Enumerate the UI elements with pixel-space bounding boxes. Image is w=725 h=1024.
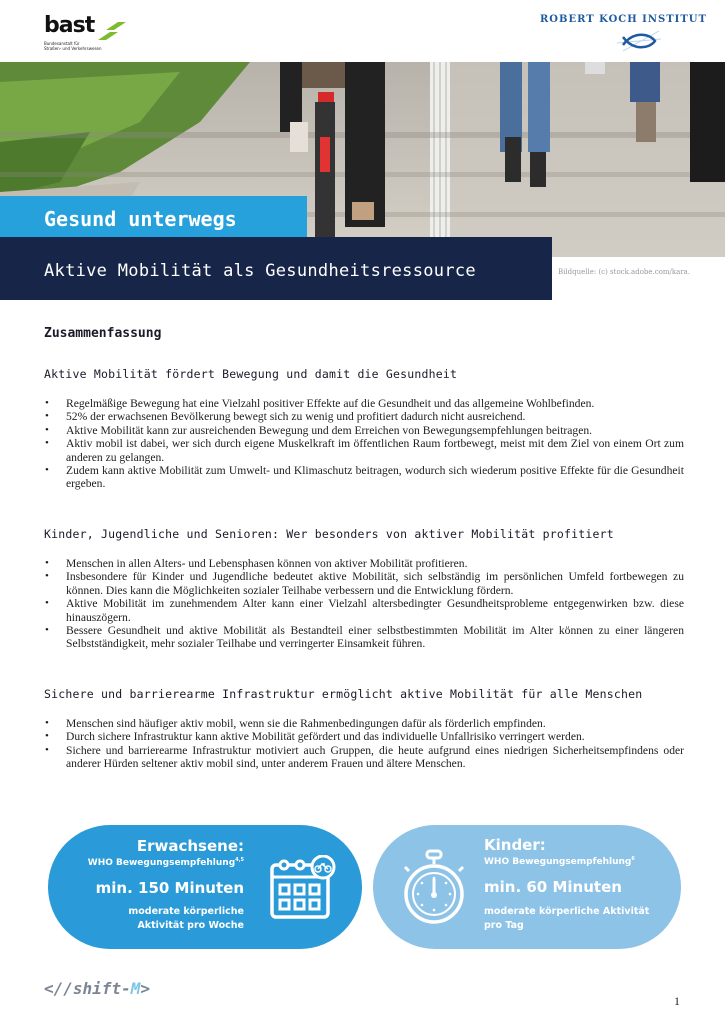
subtitle-band xyxy=(0,237,552,300)
bast-swoosh-icon xyxy=(96,20,126,42)
list-item: • Bessere Gesundheit und aktive Mobilität als Bestandteil einer selbstbestimmten Mobilität im Alter können zu einer längeren Selbstständigkeit, mehr sozialer Teilhabe und verringerter Einsamkeit führen. xyxy=(44,624,684,651)
section-bullet-list xyxy=(44,397,684,491)
page-number: 1 xyxy=(674,994,680,1008)
shift-m-logo-m: M xyxy=(130,979,141,998)
section-bullet-list xyxy=(44,717,684,771)
list-item: • Aktiv mobil ist dabei, wer sich durch eigene Muskelkraft im öffentlichen Raum fortbewegt, meist mit dem Ziel von einem Ort zum anderen zu gelangen. xyxy=(44,437,684,464)
adult-desc-line1: moderate körperliche xyxy=(128,906,244,917)
bast-logo-subtitle xyxy=(44,41,114,51)
rki-logo xyxy=(540,14,707,54)
child-recommendation-card xyxy=(373,825,681,949)
child-footnote: 6 xyxy=(631,856,635,862)
adult-footnote: 4,5 xyxy=(235,857,244,863)
section-heading: Sichere und barrierearme Infrastruktur ermöglicht aktive Mobilität für alle Menschen xyxy=(44,687,643,701)
section-heading: Aktive Mobilität fördert Bewegung und damit die Gesundheit xyxy=(44,367,458,381)
shift-m-logo xyxy=(44,979,150,998)
list-item: • Menschen sind häufiger aktiv mobil, wenn sie die Rahmenbedingungen dafür als förderlich empfinden. xyxy=(44,717,684,730)
bast-logo-word: bast xyxy=(44,13,95,38)
adult-desc-line2: Aktivität pro Woche xyxy=(137,920,244,931)
list-item: • Menschen in allen Alters- und Lebensphasen können von aktiver Mobilität profitieren. xyxy=(44,557,684,570)
summary-heading: Zusammenfassung xyxy=(44,326,162,341)
shift-m-logo-main: shift- xyxy=(72,979,131,998)
list-item: • Aktive Mobilität im zunehmendem Alter kann einer Vielzahl altersbedingter Gesundheitsprobleme entgegenwirken bzw. diese hinauszögern. xyxy=(44,597,684,624)
child-description xyxy=(484,905,649,933)
list-item: • Zudem kann aktive Mobilität zum Umwelt- und Klimaschutz beitragen, wodurch sich wiederum positive Effekte für die Gesundheit ergeben. xyxy=(44,464,684,491)
bast-subtitle-line1: Bundesanstalt für xyxy=(44,41,80,46)
list-item: • Aktive Mobilität kann zur ausreichenden Bewegung und dem Erreichen von Bewegungsempfehlungen beitragen. xyxy=(44,424,684,437)
adult-title: Erwachsene: xyxy=(136,837,244,855)
bast-subtitle-line2: Straßen- und Verkehrswesen xyxy=(44,46,102,51)
adult-amount: min. 150 Minuten xyxy=(95,879,244,897)
adult-subtitle-text: WHO Bewegungsempfehlung xyxy=(87,858,236,868)
section-bullet-list xyxy=(44,557,684,651)
page-subtitle: Aktive Mobilität als Gesundheitsressource xyxy=(44,261,476,281)
rki-fish-icon xyxy=(615,29,665,53)
section-heading: Kinder, Jugendliche und Senioren: Wer besonders von aktiver Mobilität profitiert xyxy=(44,527,614,541)
child-amount: min. 60 Minuten xyxy=(484,878,622,896)
page-title: Gesund unterwegs xyxy=(44,207,237,231)
shift-m-logo-suffix: > xyxy=(140,979,150,998)
bast-logo xyxy=(44,13,134,56)
shift-m-logo-slash: / xyxy=(63,979,73,998)
list-item: • Insbesondere für Kinder und Jugendliche bedeutet aktive Mobilität, sich selbständig im persönlichen Umfeld fortbewegen zu können. Dies kann die Möglichkeiten sozialer Teilhabe verbessern und die Entwicklung fördern. xyxy=(44,570,684,597)
child-title: Kinder: xyxy=(484,836,546,854)
list-item: • Regelmäßige Bewegung hat eine Vielzahl positiver Effekte auf die Gesundheit und das allgemeine Wohlbefinden. xyxy=(44,397,684,410)
adult-description xyxy=(128,905,244,933)
adult-recommendation-card xyxy=(48,825,362,949)
shift-m-logo-prefix: </ xyxy=(44,979,64,998)
adult-subtitle xyxy=(88,857,244,868)
calendar-bike-icon xyxy=(268,855,338,921)
stopwatch-icon xyxy=(401,849,467,927)
list-item: • Durch sichere Infrastruktur kann aktive Mobilität gefördert und das individuelle Unfallrisiko verringert werden. xyxy=(44,730,684,743)
image-credit: Bildquelle: (c) stock.adobe.com/kara. xyxy=(558,268,691,276)
child-desc-line2: pro Tag xyxy=(484,920,524,931)
list-item: • Sichere und barrierearme Infrastruktur motiviert auch Gruppen, die heute aufgrund eines niedrigen Sicherheitsempfindens oder anderer Hürden seltener aktiv mobil sind, unter anderem Frauen und ältere Menschen. xyxy=(44,744,684,771)
list-item: • 52% der erwachsenen Bevölkerung bewegt sich zu wenig und profitiert dadurch nicht ausreichend. xyxy=(44,410,684,423)
rki-logo-word: ROBERT KOCH INSTITUT xyxy=(540,14,707,25)
child-subtitle xyxy=(484,856,635,867)
child-desc-line1: moderate körperliche Aktivität xyxy=(484,906,650,917)
child-subtitle-text: WHO Bewegungsempfehlung xyxy=(484,857,632,867)
